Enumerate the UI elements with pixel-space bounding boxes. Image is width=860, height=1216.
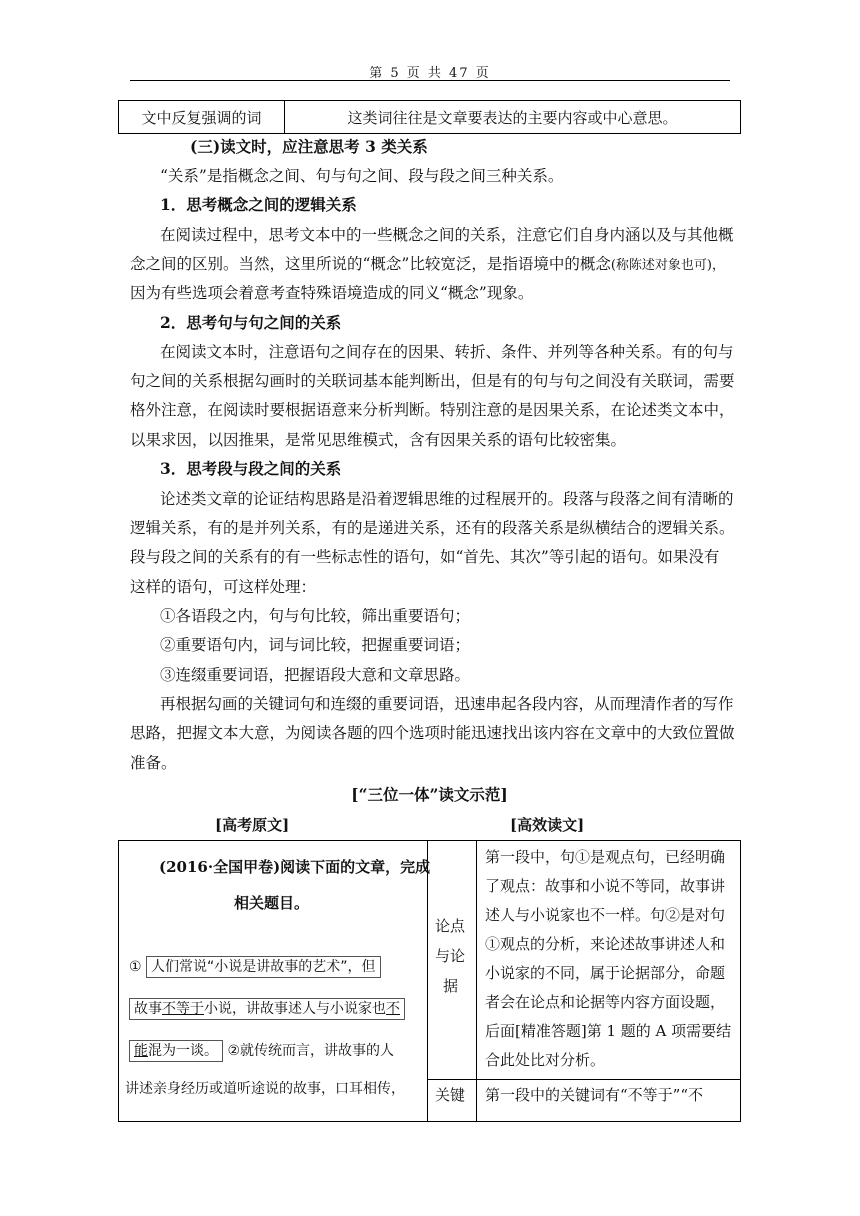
analysis-line: 后面[精准答题]第 1 题的 A 项需要结 — [485, 1022, 732, 1040]
analysis-line: 合此处比对分析。 — [485, 1051, 606, 1069]
handwritten-line — [129, 953, 381, 982]
hand-text: 小说，讲故事述人与小说家也 — [204, 1001, 386, 1017]
sub3-step: ③连缀重要词语，把握语段大意和文章思路。 — [160, 666, 471, 684]
closing-line: 再根据勾画的关键词句和连缀的重要词语，迅速串起各段内容，从而理清作者的写作 — [160, 695, 734, 713]
example-title: [“三位一体”读文示范] — [351, 785, 508, 804]
handwritten-line — [129, 995, 405, 1024]
sub3-heading: 3．思考段与段之间的关系 — [160, 459, 342, 478]
summary-table — [118, 100, 741, 134]
sub2-line: 在阅读文本时，注意语句之间存在的因果、转折、条件、并列等各种关系。有的句与 — [160, 343, 734, 361]
hand-text: 混为一谈。 — [148, 1043, 218, 1059]
tag-line: 论点 — [435, 917, 466, 935]
sentence-marker: ① — [129, 959, 142, 975]
example-table — [118, 840, 741, 1122]
summary-term: 文中反复强调的词 — [119, 101, 285, 133]
sub3-line: 段与段之间的关系有的有一些标志性的语句，如“首先、其次”等引起的语句。如果没有 — [130, 548, 720, 566]
sub1-note: (称陈述对象也可)， — [610, 258, 726, 273]
analysis-line: 述人与小说家也不一样。句②是对句 — [485, 906, 726, 924]
section-intro: “关系”是指概念之间、句与句之间、段与段之间三种关系。 — [160, 167, 564, 185]
sub2-line: 格外注意，在阅读时要根据语意来分析判断。特别注意的是因果关系，在论述类文本中， — [130, 401, 735, 419]
col-right-heading: [高效读文] — [510, 816, 585, 834]
analysis-line: ①观点的分析，来论述故事讲述人和 — [485, 935, 726, 953]
sub2-line: 以果求因，以因推果，是常见思维模式，含有因果关系的语句比较密集。 — [130, 431, 627, 449]
analysis-line: 第一段中，句①是观点句，已经明确 — [485, 848, 726, 866]
keyword-underline: 能 — [134, 1043, 148, 1059]
sub3-step: ①各语段之内，句与句比较，筛出重要语句； — [160, 607, 471, 625]
sub1-line-text: 念之间的区别。当然，这里所说的“概念”比较宽泛，是指语境中的概念 — [130, 255, 611, 273]
hand-text: ②就传统而言，讲故事的人 — [227, 1043, 395, 1059]
analysis-line: 者会在论点和论据等内容方面设题， — [485, 993, 726, 1011]
tag-line: 与论 — [435, 947, 466, 965]
handwritten-line — [129, 1037, 394, 1066]
keyword-underline: 不等于 — [162, 1001, 204, 1017]
analysis-line: 第一段中的关键词有“不等于”“不 — [485, 1086, 704, 1104]
sub3-line: 逻辑关系，有的是并列关系，有的是递进关系，还有的段落关系是纵横结合的逻辑关系。 — [130, 519, 735, 537]
sub3-step: ②重要语句内，词与词比较，把握重要词语； — [160, 636, 471, 654]
header-rule — [130, 80, 730, 81]
keyword-underline: 不 — [386, 1001, 400, 1017]
tag-argument — [435, 911, 465, 1001]
source-line: 相关题目。 — [234, 894, 310, 912]
sub2-heading: 2．思考句与句之间的关系 — [160, 313, 342, 332]
tag-keyword: 关键 — [435, 1086, 466, 1104]
highlight-box: 人们常说“小说是讲故事的艺术”，但 — [146, 956, 381, 978]
sub1-line: 因为有些选项会着意考查特殊语境造成的同义“概念”现象。 — [130, 284, 534, 302]
closing-line: 思路，把握文本大意，为阅读各题的四个选项时能迅速找出该内容在文章中的大致位置做 — [130, 724, 735, 742]
tag-line: 据 — [443, 977, 459, 995]
sub1-heading: 1．思考概念之间的逻辑关系 — [160, 195, 357, 214]
page-header: 第 5 页 共 47 页 — [369, 66, 491, 81]
row-divider — [427, 1079, 740, 1080]
analysis-text — [485, 843, 731, 1075]
handwritten-line: 讲述亲身经历或道听途说的故事，口耳相传， — [125, 1081, 405, 1097]
highlight-box — [129, 998, 405, 1020]
highlight-box — [129, 1040, 223, 1062]
section-heading: (三)读文时，应注意思考 3 类关系 — [190, 137, 428, 156]
analysis-line: 了观点：故事和小说不等同，故事讲 — [485, 877, 726, 895]
sub3-line: 这样的语句，可这样处理： — [130, 578, 317, 596]
sub2-line: 句之间的关系根据勾画时的关联词基本能判断出，但是有的句与句之间没有关联词，需要 — [130, 372, 735, 390]
sub3-line: 论述类文章的论证结构思路是沿着逻辑思维的过程展开的。段落与段落之间有清晰的 — [160, 490, 734, 508]
col-left-heading: [高考原文] — [215, 816, 290, 834]
sub1-line — [130, 254, 740, 276]
closing-line: 准备。 — [130, 754, 177, 772]
analysis-line: 小说家的不同，属于论据部分，命题 — [485, 964, 726, 982]
hand-text: 故事 — [134, 1001, 162, 1017]
summary-description: 这类词往往是文章要表达的主要内容或中心意思。 — [347, 108, 678, 127]
sub1-line: 在阅读过程中，思考文本中的一些概念之间的关系，注意它们自身内涵以及与其他概 — [160, 226, 734, 244]
source-line: (2016·全国甲卷)阅读下面的文章，完成 — [159, 858, 431, 876]
